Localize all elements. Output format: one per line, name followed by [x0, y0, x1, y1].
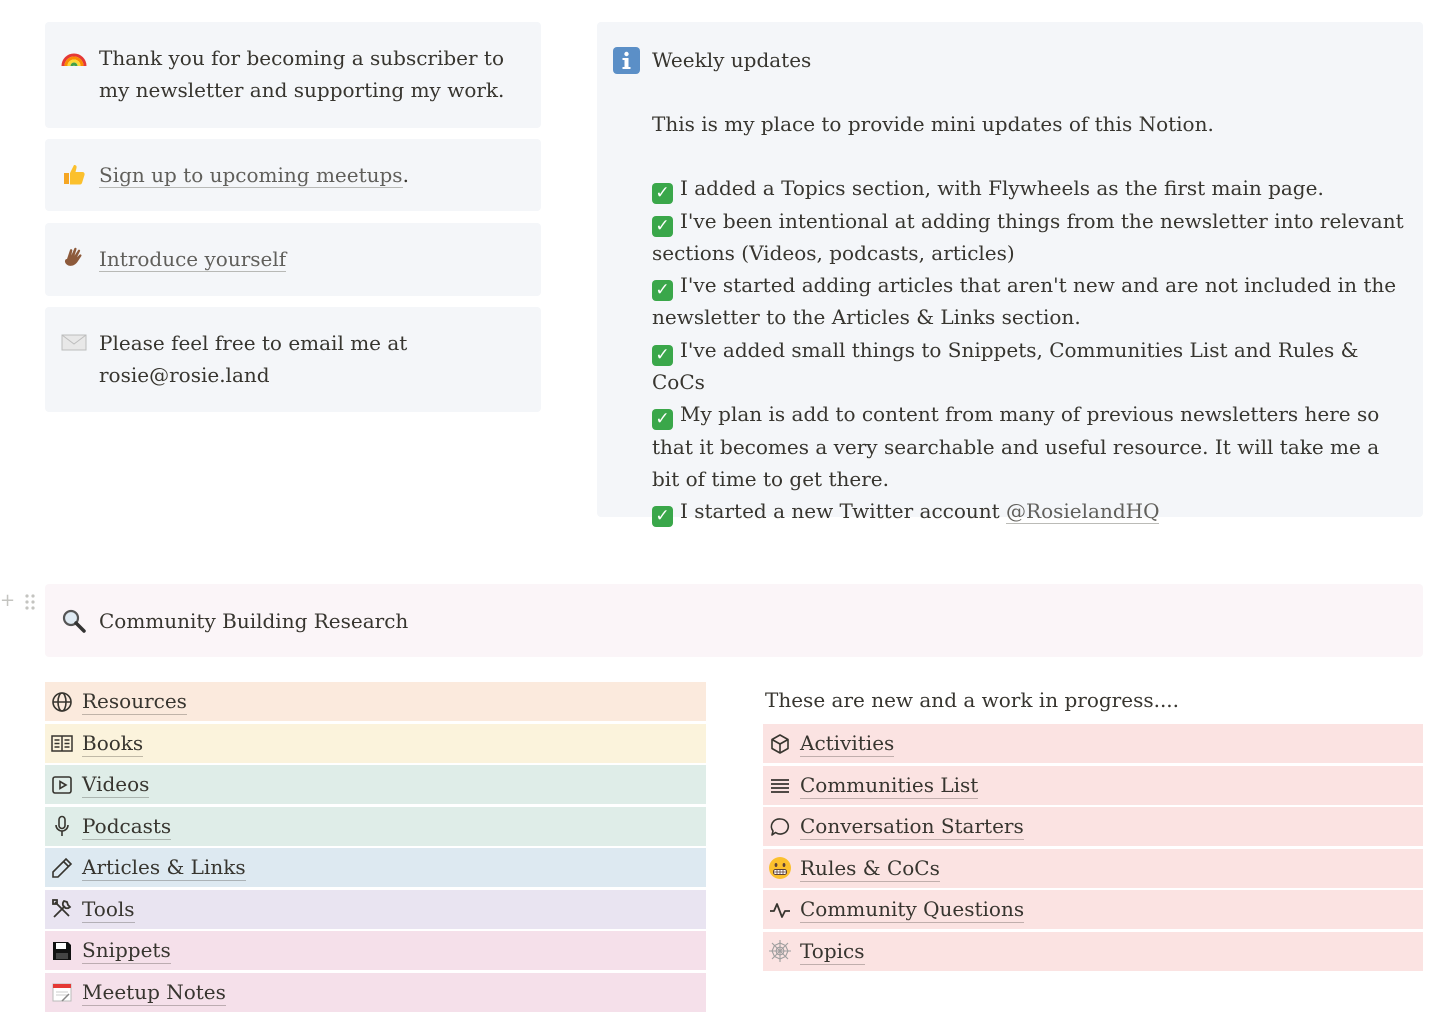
weekly-item: ✓ I've been intentional at adding things from the newsletter into relevant sections (Videos, podcasts, articles) [652, 208, 1404, 265]
info-icon [613, 47, 640, 74]
block-handle[interactable] [0, 592, 42, 614]
nav-item-label: Topics [800, 938, 865, 963]
nav-item-label: Books [82, 730, 144, 755]
grimacing-face-icon [768, 856, 792, 880]
pencil-icon [50, 856, 74, 880]
nav-item-label: Communities List [800, 772, 979, 797]
nav-item-label: Podcasts [82, 813, 172, 838]
research-callout [45, 584, 1423, 657]
check-mark-icon: ✓ [652, 183, 673, 204]
nav-item-label: Community Questions [800, 897, 1025, 921]
weekly-updates-callout [597, 22, 1423, 527]
email-address[interactable]: rosie@rosie.land [99, 363, 270, 387]
nav-item-community-questions[interactable] [763, 890, 1423, 929]
check-mark-icon: ✓ [652, 409, 673, 430]
weekly-title: Weekly updates [652, 48, 812, 72]
right-nav [763, 724, 1423, 973]
nav-item-label: Tools [82, 896, 135, 921]
nav-item-topics[interactable] [763, 932, 1423, 971]
envelope-icon [61, 329, 87, 355]
tools-icon [50, 897, 74, 921]
waving-hand-icon [61, 245, 87, 271]
nav-item-activities[interactable] [763, 724, 1423, 763]
thanks-text: Thank you for becoming a subscriber to my newsletter and supporting my work. [99, 46, 505, 102]
rainbow-icon [61, 44, 87, 70]
introduce-callout [45, 223, 541, 296]
nav-item-label: Meetup Notes [82, 979, 226, 1004]
nav-item-podcasts[interactable] [45, 807, 706, 846]
thumbs-up-icon [61, 161, 87, 187]
twitter-link[interactable]: @RosielandHQ [1006, 499, 1160, 524]
nav-item-videos[interactable] [45, 765, 706, 804]
left-nav [45, 682, 706, 1014]
check-mark-icon: ✓ [652, 345, 673, 366]
globe-icon [50, 690, 74, 714]
meetups-suffix: . [402, 163, 409, 187]
nav-item-label: Rules & CoCs [800, 855, 940, 880]
nav-item-label: Articles & Links [82, 855, 246, 879]
nav-item-label: Resources [82, 689, 187, 713]
nav-item-tools[interactable] [45, 890, 706, 929]
nav-item-rules-cocs[interactable] [763, 849, 1423, 888]
check-mark-icon: ✓ [652, 216, 673, 237]
thanks-callout [45, 22, 541, 128]
check-mark-icon: ✓ [652, 506, 673, 527]
meetups-callout [45, 139, 541, 211]
nav-item-conversation-starters[interactable] [763, 807, 1423, 846]
weekly-item: ✓ I started a new Twitter account @RosielandHQ [652, 495, 1407, 527]
microphone-icon [50, 814, 74, 838]
magnifying-glass-icon [61, 608, 87, 634]
introduce-link[interactable]: Introduce yourself [99, 247, 287, 271]
right-nav-intro: These are new and a work in progress.... [765, 688, 1180, 712]
video-icon [50, 773, 74, 797]
nav-item-resources[interactable] [45, 682, 706, 721]
calendar-icon [50, 980, 74, 1004]
spider-web-icon [768, 939, 792, 963]
speech-bubble-icon [768, 815, 792, 839]
nav-item-communities-list[interactable] [763, 766, 1423, 805]
floppy-disk-icon [50, 939, 74, 963]
weekly-intro: This is my place to provide mini updates of this Notion. [652, 112, 1214, 136]
email-text: Please feel free to email me at [99, 331, 408, 355]
list-icon [768, 773, 792, 797]
pulse-icon [768, 898, 792, 922]
weekly-item: ✓ I've started adding articles that aren't new and are not included in the newsletter to the Articles & Links section. [652, 273, 1397, 330]
plus-icon[interactable]: + [0, 590, 16, 611]
drag-handle-icon[interactable] [24, 592, 36, 612]
nav-item-books[interactable] [45, 724, 706, 763]
nav-item-snippets[interactable] [45, 931, 706, 970]
cube-icon [768, 732, 792, 756]
nav-item-meetup-notes[interactable] [45, 973, 706, 1012]
meetups-link[interactable]: Sign up to upcoming meetups [99, 163, 403, 187]
nav-item-label: Snippets [82, 938, 171, 962]
weekly-item: ✓ My plan is add to content from many of previous newsletters here so that it becomes a very searchable and useful resource. It will take me a bit of time to get there. [652, 402, 1380, 491]
email-callout [45, 307, 541, 412]
research-title: Community Building Research [99, 608, 409, 633]
check-mark-icon: ✓ [652, 280, 673, 301]
nav-item-articles-links[interactable] [45, 848, 706, 887]
book-icon [50, 731, 74, 755]
weekly-item: ✓ I've added small things to Snippets, Communities List and Rules & CoCs [652, 337, 1359, 395]
nav-item-label: Conversation Starters [800, 814, 1024, 838]
weekly-item: ✓ I added a Topics section, with Flywheels as the first main page. [652, 172, 1407, 204]
nav-item-label: Activities [800, 731, 895, 755]
nav-item-label: Videos [82, 772, 150, 796]
